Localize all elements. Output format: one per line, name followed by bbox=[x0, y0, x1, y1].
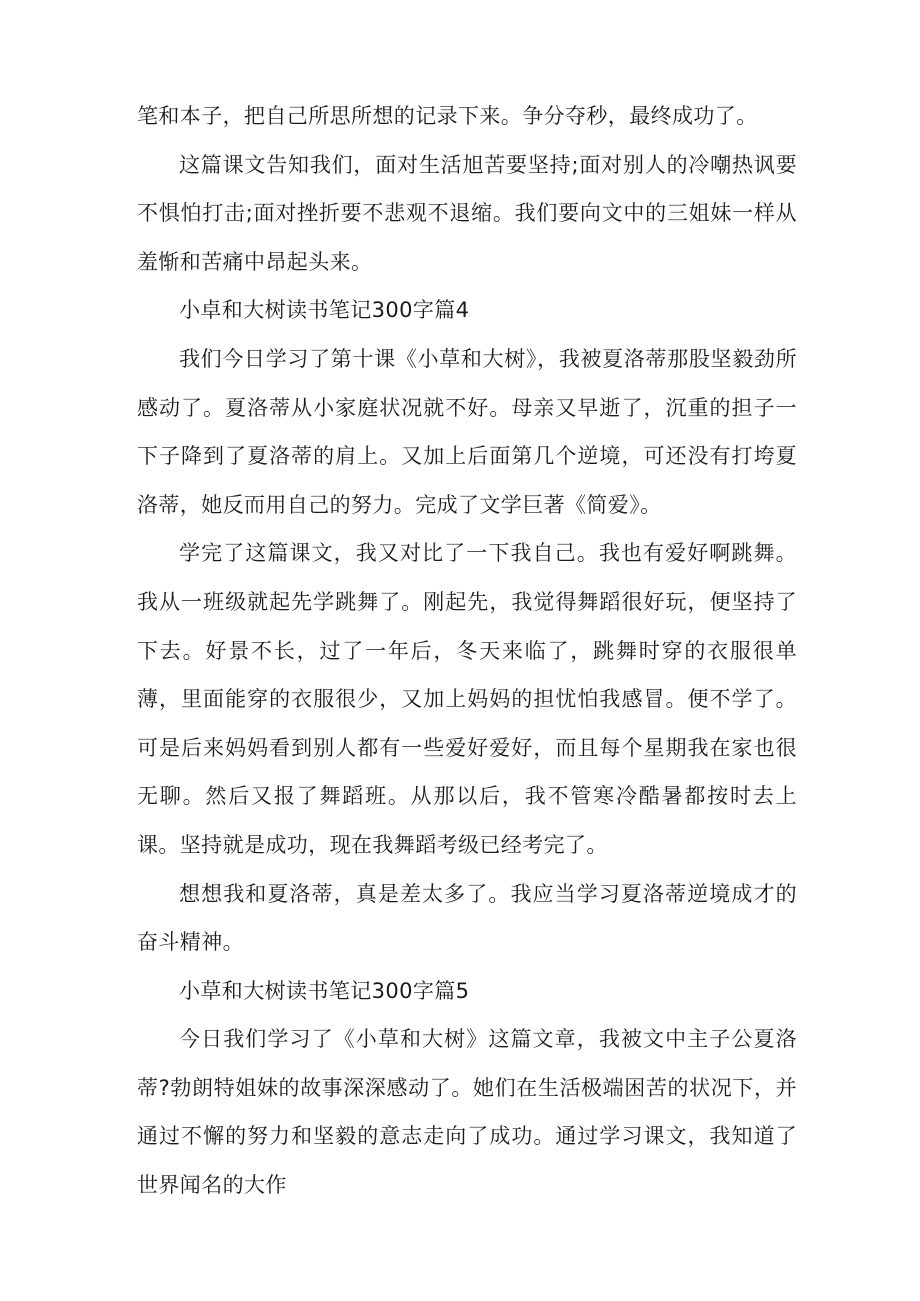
paragraph-essay5-intro: 今日我们学习了《小草和大树》这篇文章，我被文中主子公夏洛蒂?勃朗特姐妹的故事深深感动了。她们在生活极端困苦的状况下，并通过不懈的努力和坚毅的意志走向了成功。通过学习课文，我知道了世界闻名的大作 bbox=[137, 1027, 797, 1198]
document-body bbox=[137, 92, 797, 1210]
paragraph-essay4-dance: 学完了这篇课文，我又对比了一下我自己。我也有爱好啊跳舞。我从一班级就起先学跳舞了。刚起先，我觉得舞蹈很好玩，便坚持了下去。好景不长，过了一年后，冬天来临了，跳舞时穿的衣服很单薄，里面能穿的衣服很少，又加上妈妈的担忧怕我感冒。便不学了。可是后来妈妈看到别人都有一些爱好爱好，而且每个星期我在家也很无聊。然后又报了舞蹈班。从那以后，我不管寒冷酷暑都按时去上课。坚持就是成功，现在我舞蹈考级已经考完了。 bbox=[137, 541, 797, 857]
paragraph-essay4-conclusion: 想想我和夏洛蒂，真是差太多了。我应当学习夏洛蒂逆境成才的奋斗精神。 bbox=[137, 881, 797, 955]
section-heading-4: 小卓和大树读书笔记300字篇4 bbox=[179, 298, 470, 323]
paragraph-essay4-intro: 我们今日学习了第十课《小草和大树》，我被夏洛蒂那股坚毅劲所感动了。夏洛蒂从小家庭状况就不好。母亲又早逝了，沉重的担子一下子降到了夏洛蒂的肩上。又加上后面第几个逆境，可还没有打垮夏洛蒂，她反而用自己的努力。完成了文学巨著《简爱》。 bbox=[137, 346, 797, 517]
paragraph-lesson-summary: 这篇课文告知我们，面对生活旭苦要坚持;面对别人的冷嘲热讽要不惧怕打击;面对挫折要不悲观不退缩。我们要向文中的三姐妹一样从羞惭和苦痛中昂起头来。 bbox=[137, 152, 797, 274]
section-heading-5: 小草和大树读书笔记300字篇5 bbox=[179, 978, 470, 1003]
paragraph-continuation: 笔和本子，把自己所思所想的记录下来。争分夺秒，最终成功了。 bbox=[137, 104, 758, 128]
